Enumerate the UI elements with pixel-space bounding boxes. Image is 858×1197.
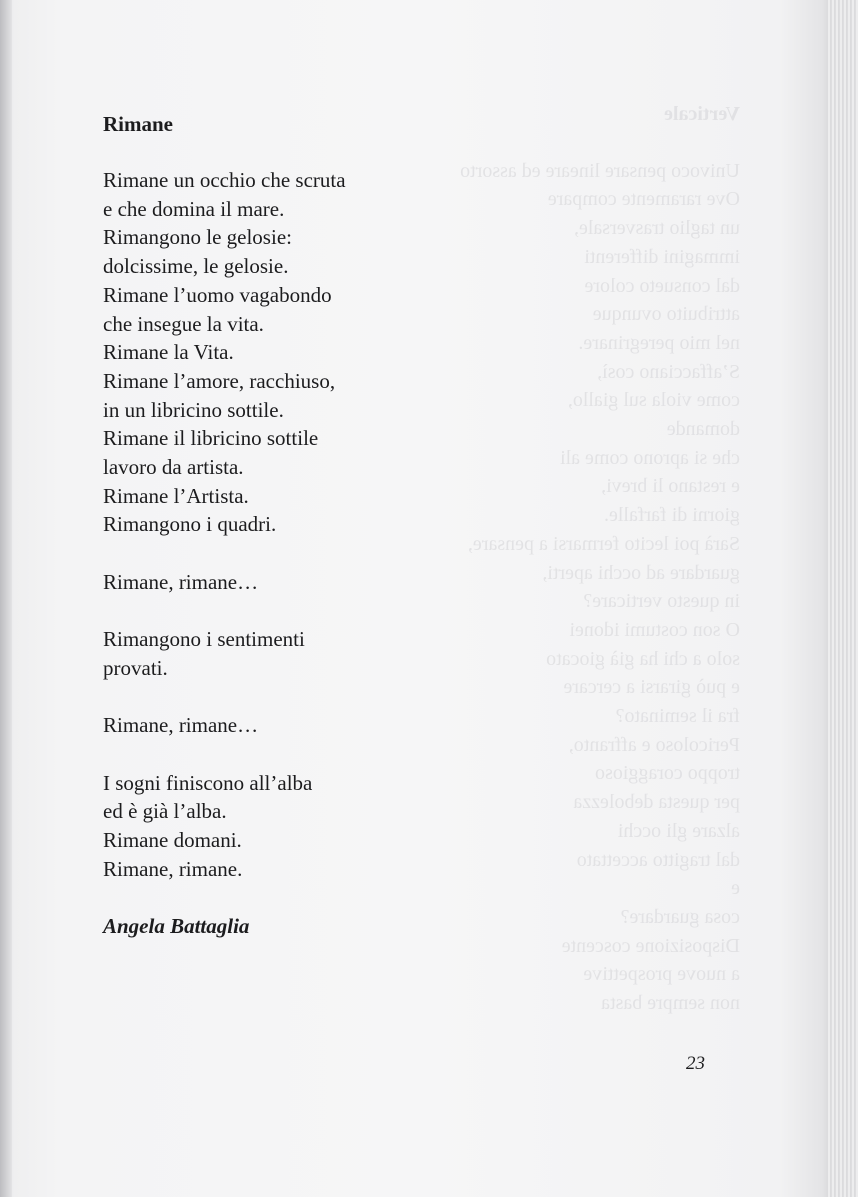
- poem-line: Rimane la Vita.: [103, 340, 234, 365]
- bleed-through-line: come viola sul giallo,: [567, 389, 740, 412]
- poem-stanza: [103, 711, 433, 740]
- poem-stanza: [103, 166, 433, 539]
- poem-line: dolcissime, le gelosie.: [103, 254, 289, 279]
- poem-stanza: [103, 769, 433, 884]
- poem-line: Rimane un occhio che scruta: [103, 168, 346, 192]
- bleed-through-line: O son costumi idonei: [569, 618, 740, 641]
- poem-line: Rimane domani.: [103, 828, 242, 853]
- poem-stanza: [103, 568, 433, 597]
- poem-line: ed è già l’alba.: [103, 799, 227, 824]
- bleed-through-line: solo a chi ha già giocato: [546, 647, 740, 670]
- bleed-through-line: e restano li brevi,: [601, 475, 740, 498]
- poem-line: Rimane il libricino sottile: [103, 426, 319, 451]
- poem-stanza: [103, 625, 433, 682]
- bleed-through-line: nel mio peregrinare.: [578, 331, 740, 354]
- poem-author: Angela Battaglia: [103, 914, 250, 939]
- page-number: 23: [686, 1053, 705, 1074]
- page-binding-edge: [0, 0, 12, 1197]
- poem-line: Rimane l’amore, racchiuso,: [103, 368, 336, 393]
- bleed-through-line: a nuove prospettive: [583, 963, 740, 986]
- bleed-through-line: in questo verticare?: [583, 590, 740, 613]
- bleed-through-lines: [380, 157, 740, 1018]
- poem-line: Rimane l’uomo vagabondo: [103, 282, 332, 307]
- bleed-through-line: Disposizione coscente: [561, 934, 740, 957]
- poem-line: Rimane l’Artista.: [103, 483, 249, 508]
- bleed-through-line: che si aprono come ali: [560, 446, 740, 469]
- poem-line: provati.: [103, 655, 168, 680]
- bleed-through-line: per questa debolezza: [573, 791, 740, 814]
- poem-line: Rimane, rimane…: [103, 569, 259, 594]
- bleed-through-line: e può girarsi a cercare: [563, 676, 740, 699]
- bleed-through-line: immagini differenti: [584, 245, 740, 268]
- bleed-through-line: Univoco pensare lineare ed assorto: [460, 159, 740, 182]
- poem-line: Rimangono i quadri.: [103, 512, 277, 537]
- poem-line: Rimane, rimane.: [103, 856, 243, 881]
- bleed-through-line: giorni di farfalle.: [603, 504, 740, 527]
- poem-line: che insegue la vita.: [103, 311, 264, 336]
- bleed-through-line: Pericoloso e affranto,: [568, 733, 740, 756]
- bleed-through-line: Sarà poi lecito fermarsi a pensare,: [467, 532, 740, 555]
- poem-title: Rimane: [103, 112, 173, 136]
- poem-line: in un libricino sottile.: [103, 397, 284, 422]
- poem-line: I sogni finiscono all’alba: [103, 770, 313, 795]
- bleed-through-line: dal consueto colore: [584, 274, 740, 297]
- bleed-through-line: dal tragitto accettato: [576, 848, 740, 871]
- bleed-through-line: cosa guardare?: [620, 905, 740, 928]
- bleed-through-line: alzare gli occhi: [617, 819, 740, 842]
- bleed-through-line: guardare ad occhi aperti,: [542, 561, 740, 584]
- poem: [103, 110, 433, 940]
- page-stack-edges: [828, 0, 858, 1197]
- bleed-through-line: non sempre basta: [601, 992, 740, 1015]
- bleed-through-title: Verticale: [664, 103, 740, 125]
- bleed-through-line: Ove raramente compare: [547, 188, 740, 211]
- bleed-through-line: attribuito ovunque: [592, 303, 740, 326]
- poem-line: lavoro da artista.: [103, 455, 244, 480]
- bleed-through-line: e: [731, 877, 740, 900]
- bleed-through-line: fra il seminato?: [615, 705, 740, 728]
- poem-line: Rimangono le gelosie:: [103, 225, 292, 250]
- poem-line: Rimangono i sentimenti: [103, 627, 305, 652]
- bleed-through-line: un taglio trasversale,: [573, 217, 740, 240]
- poem-line: Rimane, rimane…: [103, 713, 259, 738]
- bleed-through-line: domande: [666, 418, 740, 441]
- poem-stanzas: [103, 166, 433, 884]
- poem-line: e che domina il mare.: [103, 196, 285, 221]
- bleed-through-line: troppo coraggioso: [595, 762, 740, 785]
- bleed-through-line: S’affacciano così,: [597, 360, 740, 383]
- bleed-through-text: [380, 100, 740, 1018]
